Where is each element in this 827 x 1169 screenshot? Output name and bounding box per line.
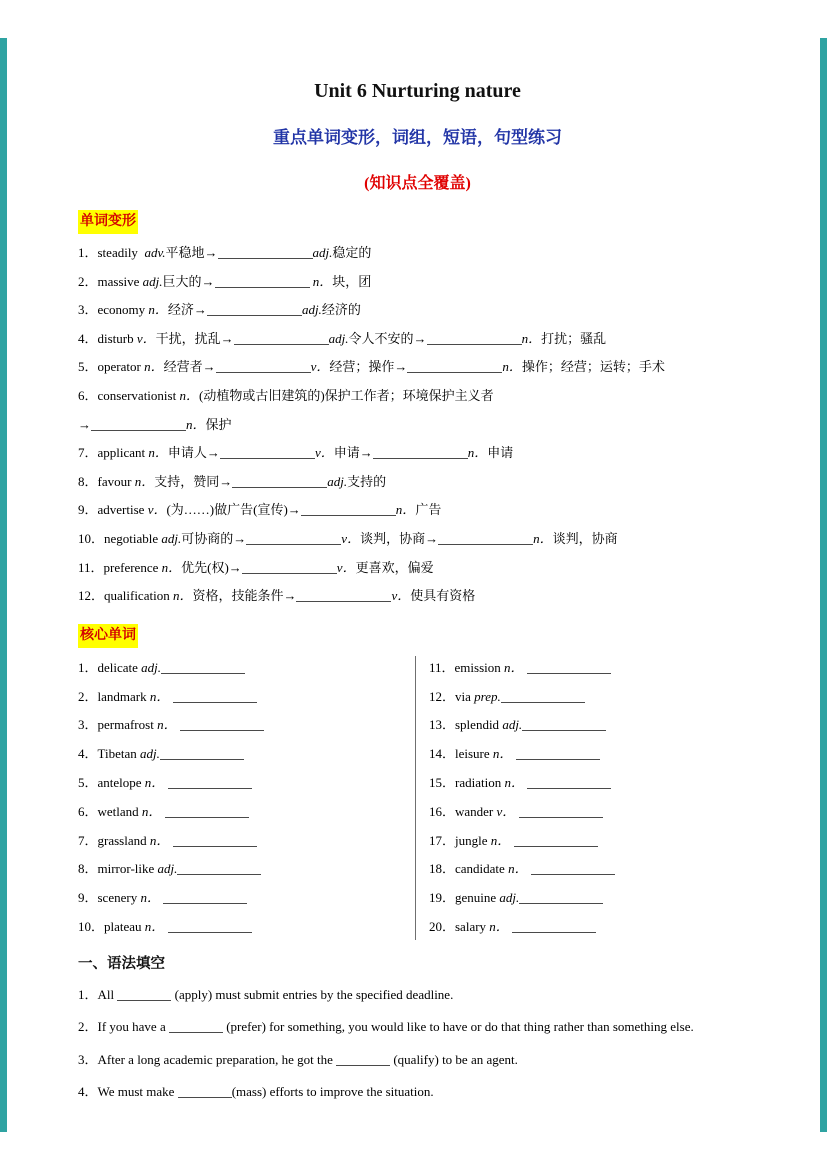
text-segment: n． xyxy=(467,445,488,461)
fill-in-blank xyxy=(177,862,261,875)
text-segment: 广告 xyxy=(415,502,442,518)
fill-in-blank xyxy=(246,532,341,545)
core-word-item xyxy=(78,769,415,798)
fill-in-blank xyxy=(296,589,391,602)
core-word-item xyxy=(429,798,757,827)
word-transform-item xyxy=(78,296,757,325)
core-words-right-column xyxy=(416,654,757,942)
word-transform-item xyxy=(78,382,757,411)
text-segment: (mass) efforts to improve the situation. xyxy=(231,1084,434,1100)
fill-in-blank xyxy=(522,718,606,731)
text-segment: n． xyxy=(157,717,177,733)
text-segment: n． xyxy=(504,659,524,675)
fill-in-blank xyxy=(160,747,244,760)
core-word-item xyxy=(429,711,757,740)
text-segment: 6．wetland xyxy=(78,803,142,819)
text-segment: adj. xyxy=(327,473,348,489)
page-title: Unit 6 Nurturing nature xyxy=(314,80,521,102)
text-segment: v． xyxy=(496,803,516,819)
fill-in-blank xyxy=(527,776,611,789)
text-segment: 打扰；骚乱 xyxy=(541,330,607,346)
text-segment: 3．economy xyxy=(78,302,149,318)
word-transform-section xyxy=(78,210,757,234)
fill-in-blank xyxy=(161,661,245,674)
text-segment: adj. xyxy=(161,530,182,546)
text-segment: 7．applicant xyxy=(78,445,149,461)
text-segment: (prefer) for something, you would like to have or do that thing rather than something else. xyxy=(222,1019,694,1035)
core-word-item xyxy=(78,654,415,683)
core-word-item xyxy=(78,740,415,769)
text-segment: 7．grassland xyxy=(78,832,150,848)
text-segment: n． xyxy=(148,445,168,461)
core-word-item xyxy=(78,711,415,740)
text-segment: 更喜欢，偏爱 xyxy=(355,559,434,575)
text-segment: 经济→ xyxy=(167,302,207,318)
text-segment: (为……)做广告(宣传)→ xyxy=(166,502,301,518)
text-segment: 申请 xyxy=(487,445,514,461)
fill-in-blank xyxy=(168,776,252,789)
fill-in-blank xyxy=(178,1085,232,1098)
text-segment: 支持的 xyxy=(347,473,387,489)
text-segment: adj. xyxy=(502,717,523,733)
text-segment: n． xyxy=(144,774,165,790)
text-segment: 4．We must make xyxy=(78,1084,178,1100)
text-segment: n． xyxy=(144,918,165,934)
core-word-item xyxy=(429,683,757,712)
fill-in-blank xyxy=(180,718,264,731)
text-segment: 5．antelope xyxy=(78,774,145,790)
text-segment: n． xyxy=(148,302,168,318)
text-segment: 3．permafrost xyxy=(78,717,158,733)
text-segment: 申请人→ xyxy=(167,445,220,461)
text-segment: n． xyxy=(186,416,206,432)
text-segment: adj. xyxy=(141,659,162,675)
core-word-item xyxy=(429,827,757,856)
text-segment: 11．preference xyxy=(78,559,162,575)
text-segment: 18．candidate xyxy=(429,861,509,877)
text-segment: 经营者→ xyxy=(163,359,216,375)
fill-in-blank xyxy=(207,303,302,316)
text-segment: adj. xyxy=(301,302,322,318)
fill-in-blank xyxy=(427,332,522,345)
grammar-list xyxy=(78,979,757,1109)
text-segment: (apply) must submit entries by the specified deadline. xyxy=(171,986,454,1002)
text-segment: n． xyxy=(149,832,170,848)
text-segment: n． xyxy=(504,774,524,790)
fill-in-blank xyxy=(215,275,310,288)
text-segment: 令人不安的→ xyxy=(348,330,427,346)
text-segment: v． xyxy=(391,588,411,604)
word-transform-item xyxy=(78,582,757,611)
fill-in-blank xyxy=(407,360,502,373)
text-segment: 15．radiation xyxy=(429,774,505,790)
text-segment: 14．leisure xyxy=(429,746,493,762)
core-word-item xyxy=(78,913,415,942)
fill-in-blank xyxy=(373,446,468,459)
text-segment: → xyxy=(78,416,91,432)
text-segment: 申请→ xyxy=(333,445,373,461)
text-segment: (qualify) to be an agent. xyxy=(390,1051,518,1067)
core-words-columns xyxy=(78,654,757,942)
core-word-item xyxy=(429,855,757,884)
core-word-item xyxy=(78,884,415,913)
text-segment: n． xyxy=(312,273,333,289)
fill-in-blank xyxy=(169,1020,223,1033)
text-segment: 2．If you have a xyxy=(78,1019,169,1035)
fill-in-blank xyxy=(163,891,247,904)
text-segment: v． xyxy=(314,445,334,461)
text-segment: v． xyxy=(341,530,361,546)
word-transform-item xyxy=(78,411,757,440)
section-header-core-words: 核心单词 xyxy=(78,624,138,648)
fill-in-blank xyxy=(232,475,327,488)
text-segment: n． xyxy=(490,832,511,848)
text-segment: 操作；经营；运转；手术 xyxy=(521,359,665,375)
text-segment: adj. xyxy=(140,746,160,762)
fill-in-blank xyxy=(220,446,315,459)
text-segment: adj. xyxy=(142,273,163,289)
text-segment: 9．advertise xyxy=(78,502,148,518)
text-segment: 干扰，扰乱→ xyxy=(155,330,234,346)
text-segment: 平稳地→ xyxy=(165,245,218,260)
fill-in-blank xyxy=(218,246,313,259)
text-segment: 1．delicate xyxy=(78,659,142,675)
fill-in-blank xyxy=(519,891,603,904)
text-segment: n． xyxy=(141,803,162,819)
text-segment: 经济的 xyxy=(321,302,361,318)
grammar-item xyxy=(78,1011,757,1044)
text-segment: n． xyxy=(533,530,553,546)
word-transform-item xyxy=(78,353,757,382)
fill-in-blank xyxy=(234,332,329,345)
text-segment: 资格，技能条件→ xyxy=(192,588,297,604)
core-word-item xyxy=(429,654,757,683)
fill-in-blank xyxy=(117,988,171,1001)
text-segment: n． xyxy=(395,502,416,518)
word-transform-item xyxy=(78,439,757,468)
text-segment: v． xyxy=(310,359,330,375)
grammar-item xyxy=(78,979,757,1012)
text-segment: n． xyxy=(521,330,542,346)
text-segment: 可协商的→ xyxy=(181,530,247,546)
fill-in-blank xyxy=(173,834,257,847)
text-segment: 巨大的→ xyxy=(162,273,215,289)
text-segment: adj. xyxy=(157,861,178,877)
text-segment: adj. xyxy=(499,890,520,906)
text-segment: 3．After a long academic preparation, he got the xyxy=(78,1051,337,1067)
text-segment: 2．massive xyxy=(78,273,143,289)
core-word-item xyxy=(429,884,757,913)
fill-in-blank xyxy=(501,690,585,703)
text-segment: prep. xyxy=(474,688,501,704)
text-segment: 4．disturb xyxy=(78,330,137,346)
page-edge-left xyxy=(0,38,7,1132)
fill-in-blank xyxy=(519,805,603,818)
fill-in-blank xyxy=(242,561,337,574)
core-word-item xyxy=(78,683,415,712)
text-segment: 保护 xyxy=(205,416,232,432)
section-header-word-transform: 单词变形 xyxy=(78,210,138,234)
fill-in-blank xyxy=(216,360,311,373)
text-segment: 9．scenery xyxy=(78,890,141,906)
text-segment: 经营；操作→ xyxy=(329,359,408,375)
text-segment: n． xyxy=(172,588,193,604)
text-segment: 16．wander xyxy=(429,803,497,819)
text-segment: v． xyxy=(147,502,167,518)
text-segment: 20．salary xyxy=(429,918,490,934)
text-segment: n． xyxy=(140,890,160,906)
text-segment: 2．landmark xyxy=(78,688,150,704)
text-segment: n． xyxy=(149,688,170,704)
word-transform-item xyxy=(78,468,757,497)
text-segment: 10．plateau xyxy=(78,918,145,934)
text-segment: adv. xyxy=(144,245,166,260)
grammar-item xyxy=(78,1044,757,1077)
text-segment: 稳定的 xyxy=(332,245,372,260)
text-segment: 12．via xyxy=(429,688,475,704)
text-segment: n． xyxy=(161,559,182,575)
fill-in-blank xyxy=(173,690,257,703)
text-segment: n． xyxy=(134,473,155,489)
text-segment: 10．negotiable xyxy=(78,530,162,546)
text-segment: adj. xyxy=(312,245,333,260)
grammar-item xyxy=(78,1076,757,1109)
text-segment: 19．genuine xyxy=(429,890,500,906)
page-subtitle: 重点单词变形，词组，短语，句型练习 xyxy=(273,128,562,147)
word-transform-item xyxy=(78,554,757,583)
text-segment: 4．Tibetan xyxy=(78,746,140,762)
fill-in-blank xyxy=(514,834,598,847)
text-segment: 6．conservationist xyxy=(78,387,180,403)
core-words-section xyxy=(78,624,757,648)
text-segment: n． xyxy=(489,918,509,934)
text-segment: 谈判，协商→ xyxy=(360,530,439,546)
word-transform-item xyxy=(78,325,757,354)
text-segment: 使具有资格 xyxy=(410,588,476,604)
text-segment: (动植物或古旧建筑的)保护工作者；环境保护主义者 xyxy=(198,387,494,403)
text-segment: n． xyxy=(144,359,164,375)
fill-in-blank xyxy=(527,661,611,674)
word-transform-item xyxy=(78,239,757,268)
text-segment: v． xyxy=(336,559,356,575)
text-segment: 13．splendid xyxy=(429,717,503,733)
text-segment: 谈判，协商 xyxy=(552,530,618,546)
text-segment: 11．emission xyxy=(429,659,504,675)
core-word-item xyxy=(78,827,415,856)
text-segment: 优先(权)→ xyxy=(181,559,242,575)
text-segment: 支持，赞同→ xyxy=(154,473,233,489)
fill-in-blank xyxy=(91,418,186,431)
text-segment: 8．mirror-like xyxy=(78,861,158,877)
core-word-item xyxy=(78,798,415,827)
core-word-item xyxy=(429,913,757,942)
fill-in-blank xyxy=(168,920,252,933)
document-page xyxy=(78,0,757,1109)
text-segment: 8．favour xyxy=(78,473,135,489)
fill-in-blank xyxy=(165,805,249,818)
text-segment: 块，团 xyxy=(332,273,372,289)
word-transform-item xyxy=(78,496,757,525)
fill-in-blank xyxy=(336,1053,390,1066)
text-segment: 12．qualification xyxy=(78,588,173,604)
fill-in-blank xyxy=(301,503,396,516)
text-segment: n． xyxy=(502,359,522,375)
fill-in-blank xyxy=(512,920,596,933)
core-word-item xyxy=(78,855,415,884)
fill-in-blank xyxy=(438,532,533,545)
text-segment: v． xyxy=(136,330,156,346)
core-words-left-column xyxy=(78,654,415,942)
text-segment: 1．steadily xyxy=(78,245,145,260)
fill-in-blank xyxy=(531,862,615,875)
text-segment: n． xyxy=(492,746,513,762)
text-segment: 17．jungle xyxy=(429,832,491,848)
core-word-item xyxy=(429,740,757,769)
text-segment: n． xyxy=(508,861,528,877)
text-segment: n． xyxy=(179,387,199,403)
text-segment: 5．operator xyxy=(78,359,145,375)
text-segment: 1．All xyxy=(78,986,118,1002)
word-transform-list xyxy=(78,239,757,611)
text-segment: adj. xyxy=(328,330,349,346)
fill-in-blank xyxy=(516,747,600,760)
page-edge-right xyxy=(820,38,827,1132)
word-transform-item xyxy=(78,268,757,297)
core-word-item xyxy=(429,769,757,798)
word-transform-item xyxy=(78,525,757,554)
grammar-heading: 一、语法填空 xyxy=(78,955,165,972)
coverage-badge: (知识点全覆盖) xyxy=(364,175,471,192)
